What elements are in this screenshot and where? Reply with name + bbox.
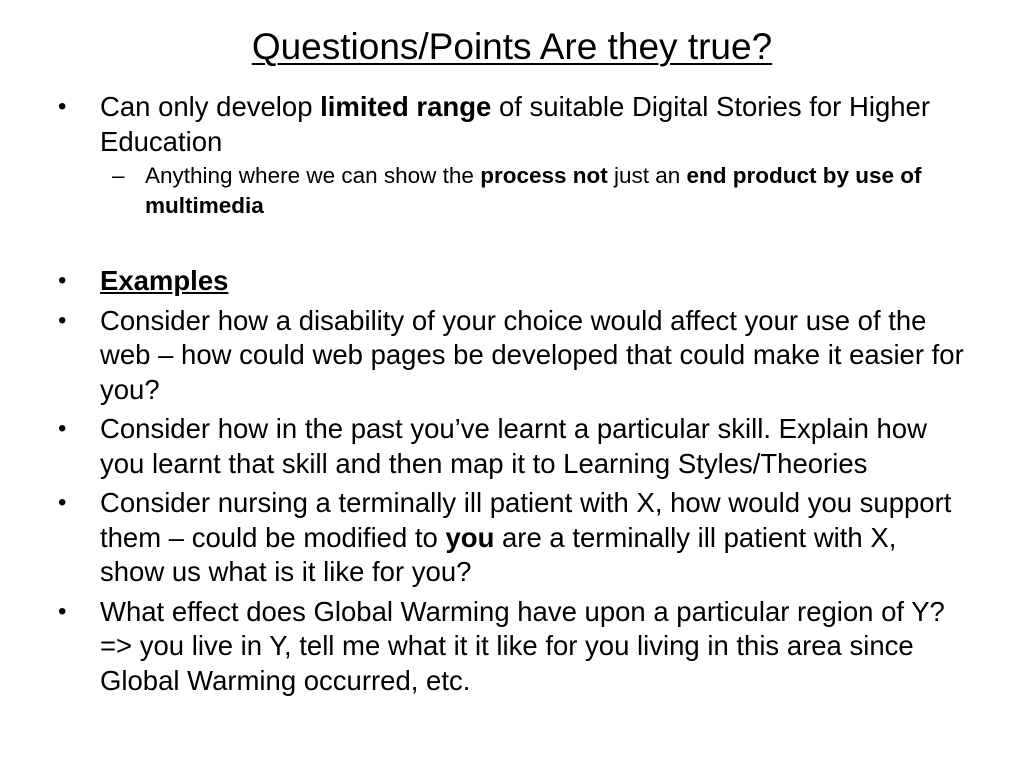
bullet-item-nursing xyxy=(56,486,968,590)
bullet-text-pre: Consider nursing a terminally ill patient with X, how would you support them – could be modified to xyxy=(100,487,952,553)
bullet-text-post: of suitable Digital Stories for Higher Education xyxy=(100,91,930,157)
bullet-list xyxy=(56,90,968,703)
bullet-icon: • xyxy=(58,597,67,625)
bullet-icon: • xyxy=(58,415,67,442)
bullet-text-bold: limited range xyxy=(320,91,492,122)
bullet-text: Consider how in the past you’ve learnt a particular skill. Explain how you learnt that skill and then map it to Learning Styles/Theories xyxy=(100,413,927,479)
sub-bullet-text-pre: Anything where we can show the xyxy=(145,163,481,188)
bullet-text-post: are a terminally ill patient with X, show us what is it like for you? xyxy=(100,521,897,587)
slide-title: Questions/Points Are they true? xyxy=(251,26,773,67)
bullet-item-global-warming xyxy=(56,595,968,699)
dash-icon: – xyxy=(112,163,125,188)
bullet-text-bold: you xyxy=(445,521,495,553)
bullet-icon: • xyxy=(58,93,67,120)
spacer xyxy=(56,226,968,264)
sub-bullet-item-process xyxy=(56,161,968,221)
bullet-item-limited-range xyxy=(56,90,968,221)
bullet-text: What effect does Global Warming have upon a particular region of Y? => you live in Y, tell me what it it like for you living in this area since Global Warming occurred, etc. xyxy=(100,595,945,696)
bullet-icon: • xyxy=(58,267,67,294)
sub-bullet-text-mid: just an xyxy=(607,163,687,188)
bullet-text-pre: Can only develop xyxy=(100,91,321,122)
sub-bullet-text-bold-2: end product by use of multimedia xyxy=(145,163,922,218)
sub-bullet-text-bold-1: process not xyxy=(480,163,608,188)
bullet-icon: • xyxy=(58,306,67,334)
examples-heading: Examples xyxy=(100,265,229,296)
bullet-text: Consider how a disability of your choice would affect your use of the web – how could web pages be developed that could make it easier for you? xyxy=(100,304,964,405)
bullet-item-skill xyxy=(56,412,968,481)
bullet-item-disability xyxy=(56,304,968,408)
bullet-item-examples xyxy=(56,264,968,299)
bullet-icon: • xyxy=(58,489,67,516)
